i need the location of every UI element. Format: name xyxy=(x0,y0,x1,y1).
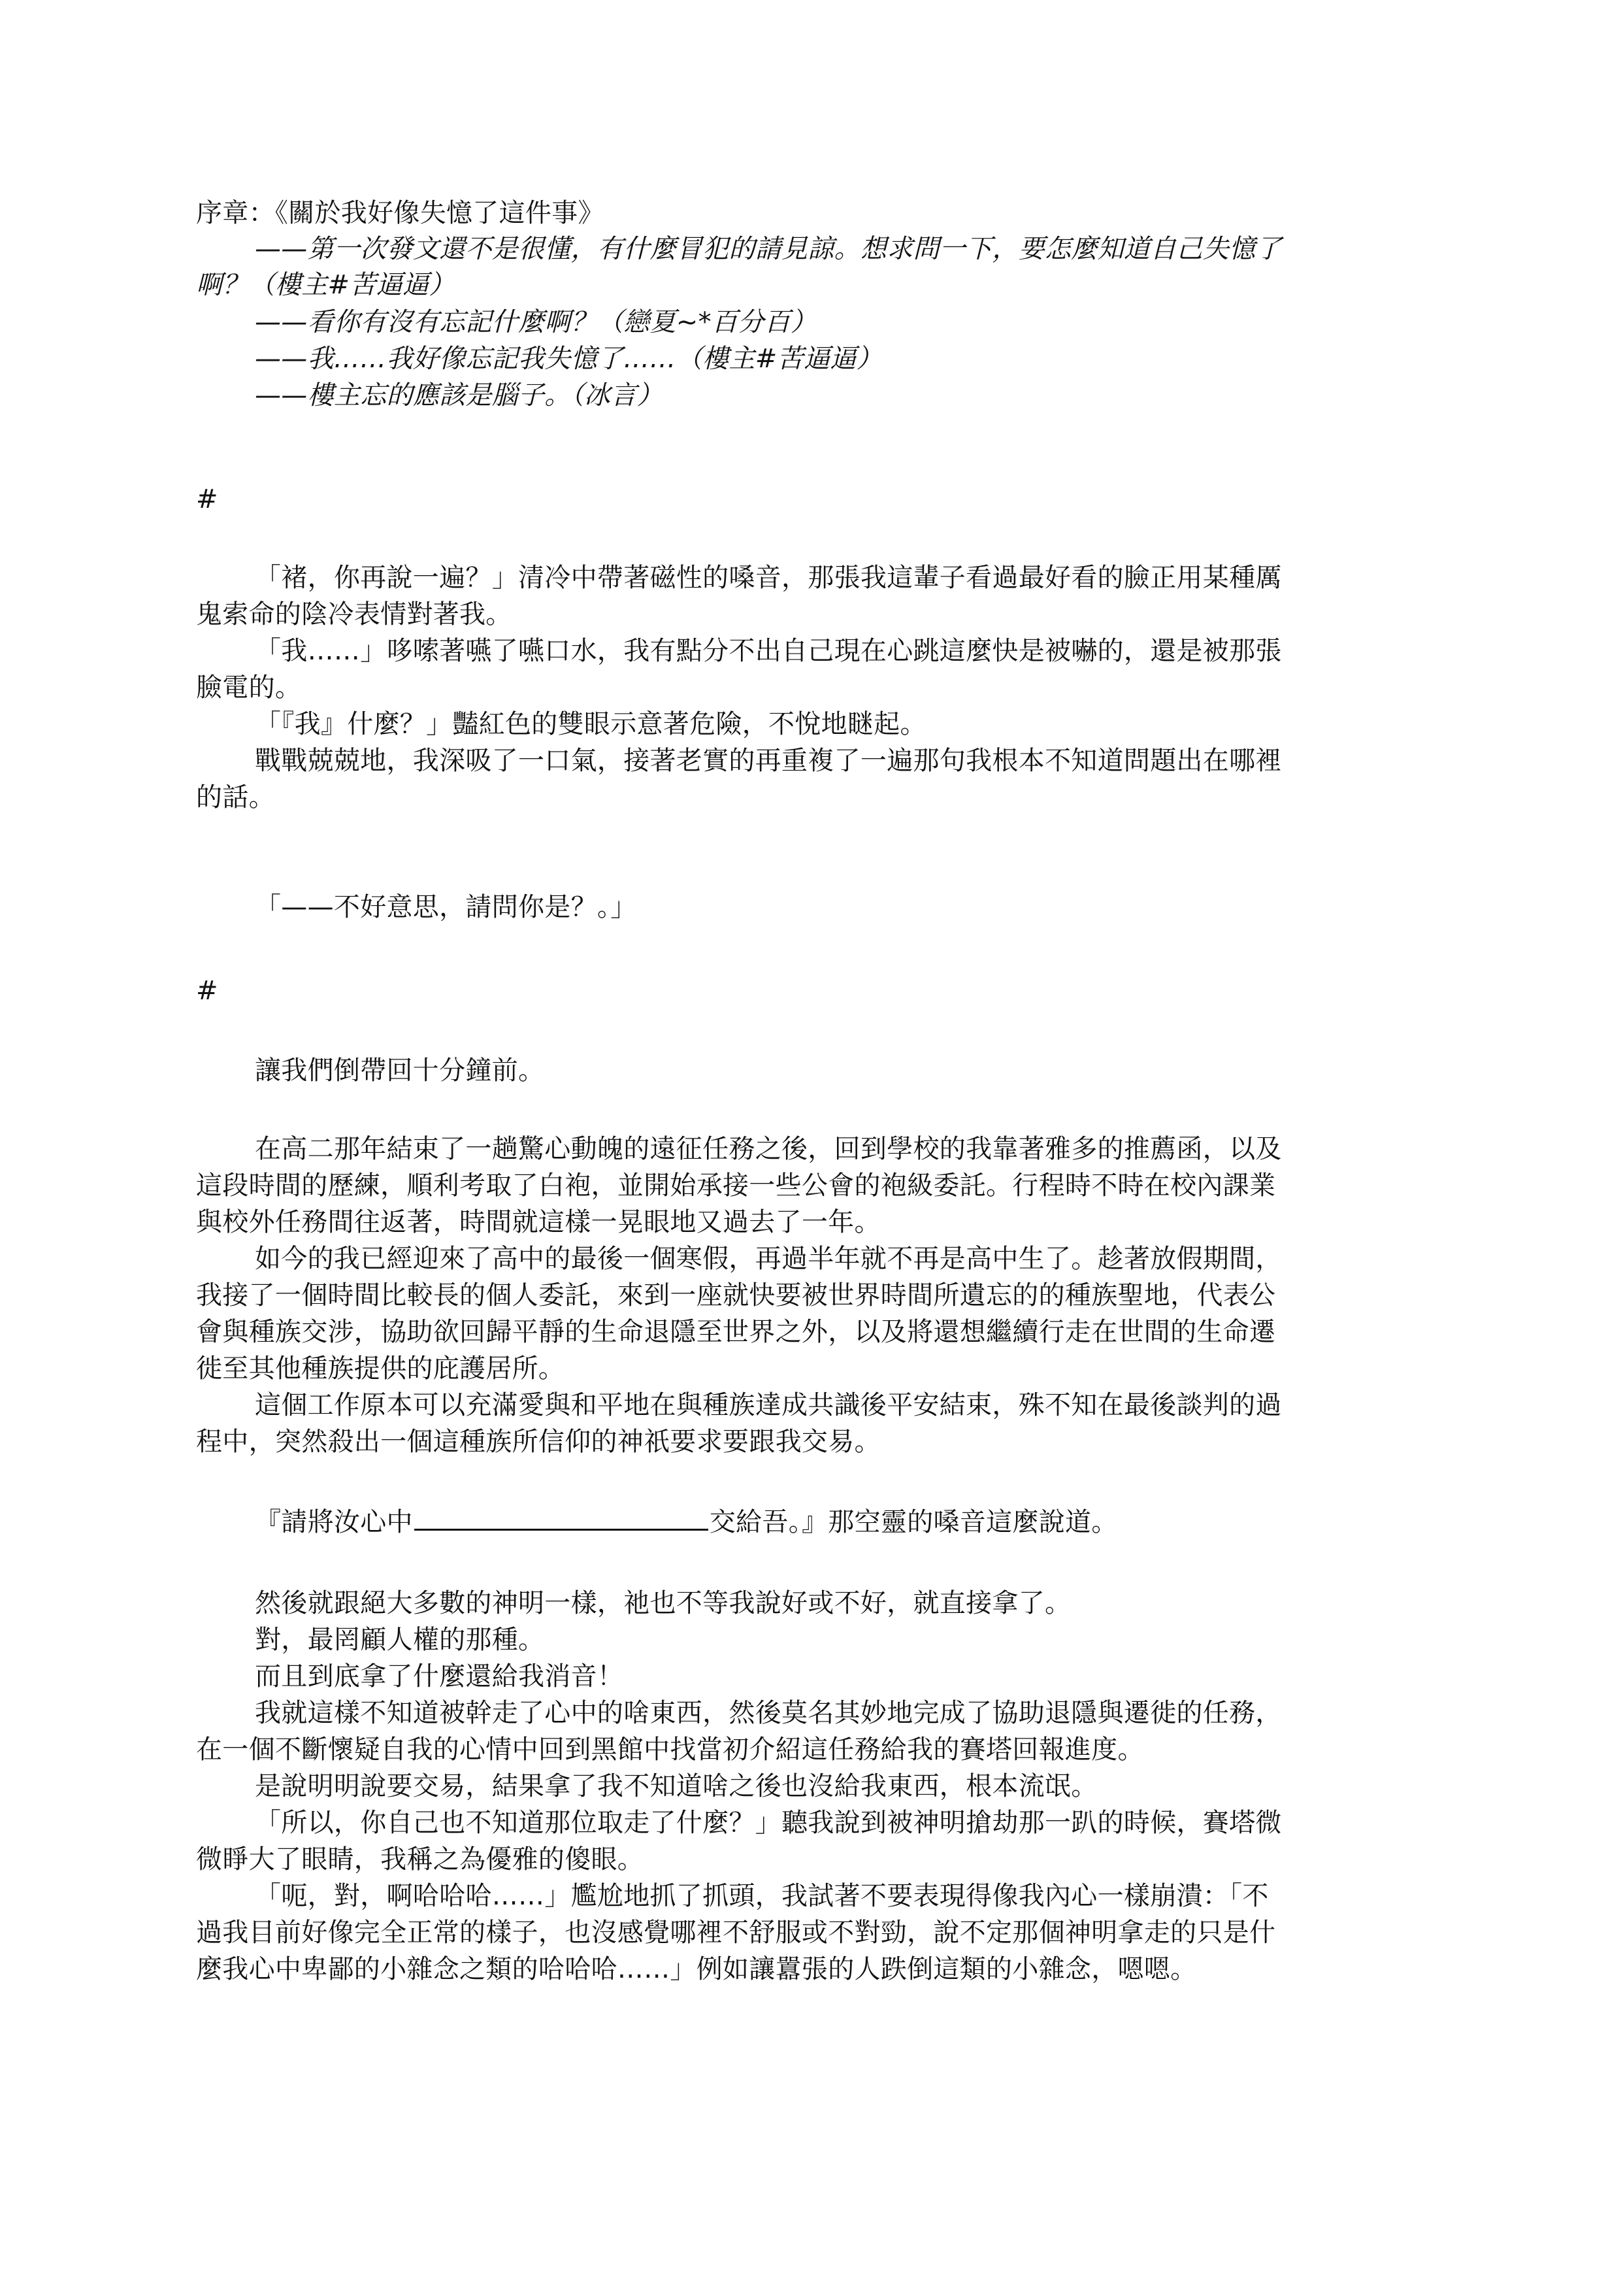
redacted-line-end: 交給吾。』那空靈的嗓音這麼說道。 xyxy=(709,1507,1118,1537)
intro-line: ——第一次發文還不是很懂，有什麼冒犯的請見諒。想求問一下，要怎麼知道自己失憶了 xyxy=(255,234,1282,264)
paragraph-line: 微睜大了眼睛，我稱之為優雅的傻眼。 xyxy=(196,1844,644,1874)
document-page xyxy=(196,0,1431,2296)
paragraph-line: 「『我』什麼？」豔紅色的雙眼示意著危險，不悅地瞇起。 xyxy=(255,709,926,739)
paragraph-line: 鬼索命的陰冷表情對著我。 xyxy=(196,599,512,629)
intro-line: ——樓主忘的應該是腦子。（冰言） xyxy=(255,380,663,410)
intro-line: ——我……我好像忘記我失憶了……（樓主#苦逼逼） xyxy=(255,344,883,374)
intro-line: 啊？（樓主#苦逼逼） xyxy=(196,270,455,300)
paragraph-line: 「褚，你再說一遍？」清冷中帶著磁性的嗓音，那張我這輩子看過最好看的臉正用某種厲 xyxy=(255,563,1282,593)
paragraph-line: 在一個不斷懷疑自我的心情中回到黑館中找當初介紹這任務給我的賽塔回報進度。 xyxy=(196,1735,1144,1765)
paragraph-line: 「所以，你自己也不知道那位取走了什麼？」聽我說到被神明搶劫那一趴的時候，賽塔微 xyxy=(255,1808,1282,1838)
paragraph-line: 戰戰兢兢地，我深吸了一口氣，接著老實的再重複了一遍那句我根本不知道問題出在哪裡 xyxy=(255,746,1282,776)
paragraph-line: 在高二那年結束了一趟驚心動魄的遠征任務之後，回到學校的我靠著雅多的推薦函，以及 xyxy=(255,1134,1282,1164)
paragraph-line: 徙至其他種族提供的庇護居所。 xyxy=(196,1354,565,1384)
paragraph-line: 這段時間的歷練，順利考取了白袍，並開始承接一些公會的袍級委託。行程時不時在校內課業 xyxy=(196,1171,1276,1201)
paragraph-line: 臉電的。 xyxy=(196,673,302,703)
paragraph-line: 如今的我已經迎來了高中的最後一個寒假，再過半年就不再是高中生了。趁著放假期間， xyxy=(255,1244,1282,1274)
paragraph-line: 「我……」哆嗦著嚥了嚥口水，我有點分不出自己現在心跳這麼快是被嚇的，還是被那張 xyxy=(255,636,1282,666)
paragraph-line: 是說明明說要交易，結果拿了我不知道啥之後也沒給我東西，根本流氓。 xyxy=(255,1771,1098,1801)
paragraph-line: 然後就跟絕大多數的神明一樣，祂也不等我說好或不好，就直接拿了。 xyxy=(255,1588,1072,1618)
paragraph-line: 「——不好意思，請問你是？。」 xyxy=(255,892,637,922)
section-separator: # xyxy=(196,484,218,514)
redacted-line xyxy=(255,1505,1118,1539)
paragraph-line: 對，最罔顧人權的那種。 xyxy=(255,1625,545,1655)
paragraph-line: 我接了一個時間比較長的個人委託，來到一座就快要被世界時間所遺忘的的種族聖地，代表公 xyxy=(196,1280,1276,1310)
paragraph-line: 與校外任務間往返著，時間就這樣一晃眼地又過去了一年。 xyxy=(196,1207,881,1237)
paragraph-line: 我就這樣不知道被幹走了心中的啥東西，然後莫名其妙地完成了協助退隱與遷徙的任務， xyxy=(255,1698,1282,1728)
section-separator: # xyxy=(196,976,218,1006)
paragraph-line: 這個工作原本可以充滿愛與和平地在與種族達成共識後平安結束，殊不知在最後談判的過 xyxy=(255,1390,1282,1420)
redacted-line-start: 『請將汝心中 xyxy=(255,1507,413,1537)
paragraph-line: 而且到底拿了什麼還給我消音！ xyxy=(255,1661,624,1691)
redacted-blank xyxy=(414,1506,708,1531)
intro-line: ——看你有沒有忘記什麼啊？（戀夏~*百分百） xyxy=(255,307,817,337)
paragraph-line: 讓我們倒帶回十分鐘前。 xyxy=(255,1056,545,1086)
paragraph-line: 「呃，對，啊哈哈哈……」尷尬地抓了抓頭，我試著不要表現得像我內心一樣崩潰：「不 xyxy=(255,1881,1269,1911)
paragraph-line: 程中，突然殺出一個這種族所信仰的神祇要求要跟我交易。 xyxy=(196,1427,881,1457)
paragraph-line: 麼我心中卑鄙的小雜念之類的哈哈哈……」例如讓囂張的人跌倒這類的小雜念，嗯嗯。 xyxy=(196,1954,1197,1984)
paragraph-line: 會與種族交涉，協助欲回歸平靜的生命退隱至世界之外，以及將還想繼續行走在世間的生命遷 xyxy=(196,1317,1276,1347)
paragraph-line: 過我目前好像完全正常的樣子，也沒感覺哪裡不舒服或不對勁，說不定那個神明拿走的只是什 xyxy=(196,1918,1276,1948)
paragraph-line: 的話。 xyxy=(196,782,275,812)
chapter-title: 序章：《關於我好像失憶了這件事》 xyxy=(196,198,604,228)
